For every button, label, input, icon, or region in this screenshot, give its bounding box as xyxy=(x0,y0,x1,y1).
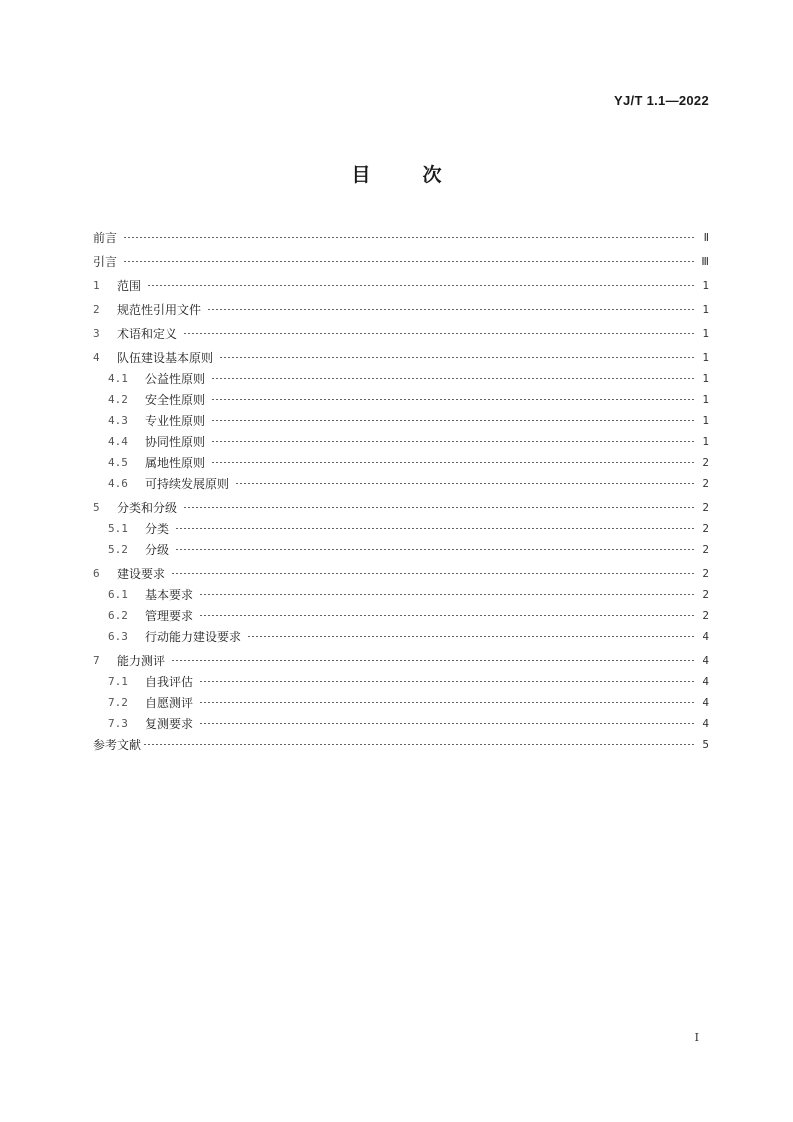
toc-entry-label: 可持续发展原则 xyxy=(145,477,230,491)
toc-entry-number: 5.1 xyxy=(108,522,128,535)
toc-entry-label: 专业性原则 xyxy=(145,414,206,428)
toc-entry-7[interactable] xyxy=(93,648,709,669)
dot-leader xyxy=(199,594,695,595)
dot-leader xyxy=(211,399,695,400)
toc-entry-4[interactable] xyxy=(93,345,709,366)
toc-entry-label: 安全性原则 xyxy=(145,393,206,407)
toc-entry-page: 1 xyxy=(702,435,709,448)
dot-leader xyxy=(207,309,695,310)
toc-entry-label: 基本要求 xyxy=(145,588,194,602)
toc-entry-6-2[interactable] xyxy=(93,603,709,624)
toc-entry-page: 4 xyxy=(702,654,709,667)
toc-entry-6[interactable] xyxy=(93,561,709,582)
toc-entry-label: 分级 xyxy=(145,543,170,557)
toc-entry-4-6[interactable] xyxy=(93,471,709,492)
toc-entry-page: 2 xyxy=(702,501,709,514)
toc-entry-page: 2 xyxy=(702,567,709,580)
toc-entry-number: 4.3 xyxy=(108,414,128,427)
toc-entry-number: 2 xyxy=(93,303,100,316)
toc-entry-4-1[interactable] xyxy=(93,366,709,387)
toc-entry-page: 4 xyxy=(702,675,709,688)
dot-leader xyxy=(219,357,695,358)
page-folio: I xyxy=(694,1031,699,1044)
dot-leader xyxy=(123,237,695,238)
toc-entry-number: 4.1 xyxy=(108,372,128,385)
dot-leader xyxy=(171,660,695,661)
toc-entry-label: 分类 xyxy=(145,522,170,536)
toc-entry-3[interactable] xyxy=(93,321,709,342)
toc-entry-label: 范围 xyxy=(117,279,142,293)
toc-entry-page: Ⅲ xyxy=(701,255,709,268)
toc-entry-number: 4.4 xyxy=(108,435,128,448)
toc-entry-page: 5 xyxy=(702,738,709,751)
toc-entry-foreword[interactable] xyxy=(93,225,709,246)
toc-entry-5-1[interactable] xyxy=(93,516,709,537)
toc-entry-number: 6.3 xyxy=(108,630,128,643)
toc-entry-number: 5.2 xyxy=(108,543,128,556)
dot-leader xyxy=(199,681,695,682)
toc-title-char-2: 次 xyxy=(422,164,442,186)
toc-entry-number: 4.6 xyxy=(108,477,128,490)
dot-leader xyxy=(175,528,695,529)
dot-leader xyxy=(199,702,695,703)
toc-entry-number: 6.1 xyxy=(108,588,128,601)
toc-entry-4-3[interactable] xyxy=(93,408,709,429)
toc-entry-label: 自愿测评 xyxy=(145,696,194,710)
toc-entry-4-4[interactable] xyxy=(93,429,709,450)
toc-entry-2[interactable] xyxy=(93,297,709,318)
toc-entry-page: 1 xyxy=(702,279,709,292)
dot-leader xyxy=(211,420,695,421)
toc-entry-number: 7.2 xyxy=(108,696,128,709)
toc-entry-page: 4 xyxy=(702,696,709,709)
toc-entry-4-5[interactable] xyxy=(93,450,709,471)
toc-entry-page: 1 xyxy=(702,372,709,385)
toc-entry-number: 7 xyxy=(93,654,100,667)
dot-leader xyxy=(199,723,695,724)
toc-entry-number: 4.5 xyxy=(108,456,128,469)
toc-entry-7-3[interactable] xyxy=(93,711,709,732)
dot-leader xyxy=(183,333,695,334)
toc-entry-page: 4 xyxy=(702,630,709,643)
toc-entry-5-2[interactable] xyxy=(93,537,709,558)
toc-entry-number: 3 xyxy=(93,327,100,340)
toc-entry-label: 建设要求 xyxy=(117,567,166,581)
dot-leader xyxy=(211,462,695,463)
toc-entry-page: 2 xyxy=(702,477,709,490)
dot-leader xyxy=(171,573,695,574)
toc-entry-5[interactable] xyxy=(93,495,709,516)
toc-entry-label: 分类和分级 xyxy=(117,501,178,515)
toc-entry-label: 能力测评 xyxy=(117,654,166,668)
toc-entry-page: 1 xyxy=(702,414,709,427)
toc-entry-label: 协同性原则 xyxy=(145,435,206,449)
toc-entry-number: 4.2 xyxy=(108,393,128,406)
toc-entry-label: 管理要求 xyxy=(145,609,194,623)
toc-entry-4-2[interactable] xyxy=(93,387,709,408)
dot-leader xyxy=(199,615,695,616)
toc-entry-label: 公益性原则 xyxy=(145,372,206,386)
toc-entry-label: 属地性原则 xyxy=(145,456,206,470)
toc-title xyxy=(0,160,793,187)
toc-entry-label: 引言 xyxy=(93,255,118,269)
toc-entry-7-2[interactable] xyxy=(93,690,709,711)
toc-entry-number: 5 xyxy=(93,501,100,514)
toc-entry-number: 7.1 xyxy=(108,675,128,688)
toc-entry-label: 自我评估 xyxy=(145,675,194,689)
toc-entry-1[interactable] xyxy=(93,273,709,294)
toc-entry-6-3[interactable] xyxy=(93,624,709,645)
toc-entry-page: 2 xyxy=(702,456,709,469)
toc-entry-page: Ⅱ xyxy=(703,231,709,244)
dot-leader xyxy=(211,378,695,379)
toc-entry-page: 2 xyxy=(702,609,709,622)
toc-entry-page: 1 xyxy=(702,393,709,406)
dot-leader xyxy=(183,507,695,508)
standard-code: YJ/T 1.1—2022 xyxy=(614,93,709,108)
toc-entry-number: 6 xyxy=(93,567,100,580)
toc-entry-page: 1 xyxy=(702,351,709,364)
toc-entry-label: 术语和定义 xyxy=(117,327,178,341)
dot-leader xyxy=(175,549,695,550)
toc-entry-label: 参考文献 xyxy=(93,738,142,752)
dot-leader xyxy=(143,744,695,745)
toc-title-char-1: 目 xyxy=(351,164,371,186)
toc-entry-page: 4 xyxy=(702,717,709,730)
toc-entry-number: 1 xyxy=(93,279,100,292)
toc-entry-page: 2 xyxy=(702,588,709,601)
toc-entry-7-1[interactable] xyxy=(93,669,709,690)
toc-entry-label: 规范性引用文件 xyxy=(117,303,202,317)
toc-entry-label: 复测要求 xyxy=(145,717,194,731)
toc-entry-page: 1 xyxy=(702,327,709,340)
toc-entry-number: 7.3 xyxy=(108,717,128,730)
dot-leader xyxy=(235,483,695,484)
toc-entry-page: 1 xyxy=(702,303,709,316)
toc-entry-number: 6.2 xyxy=(108,609,128,622)
dot-leader xyxy=(247,636,695,637)
toc-entry-label: 前言 xyxy=(93,231,118,245)
dot-leader xyxy=(147,285,695,286)
table-of-contents xyxy=(93,225,709,753)
toc-entry-number: 4 xyxy=(93,351,100,364)
dot-leader xyxy=(123,261,695,262)
toc-entry-label: 队伍建设基本原则 xyxy=(117,351,214,365)
toc-entry-page: 2 xyxy=(702,522,709,535)
toc-entry-bibliography[interactable] xyxy=(93,732,709,753)
toc-entry-introduction[interactable] xyxy=(93,249,709,270)
toc-entry-6-1[interactable] xyxy=(93,582,709,603)
dot-leader xyxy=(211,441,695,442)
toc-entry-page: 2 xyxy=(702,543,709,556)
toc-entry-label: 行动能力建设要求 xyxy=(145,630,242,644)
